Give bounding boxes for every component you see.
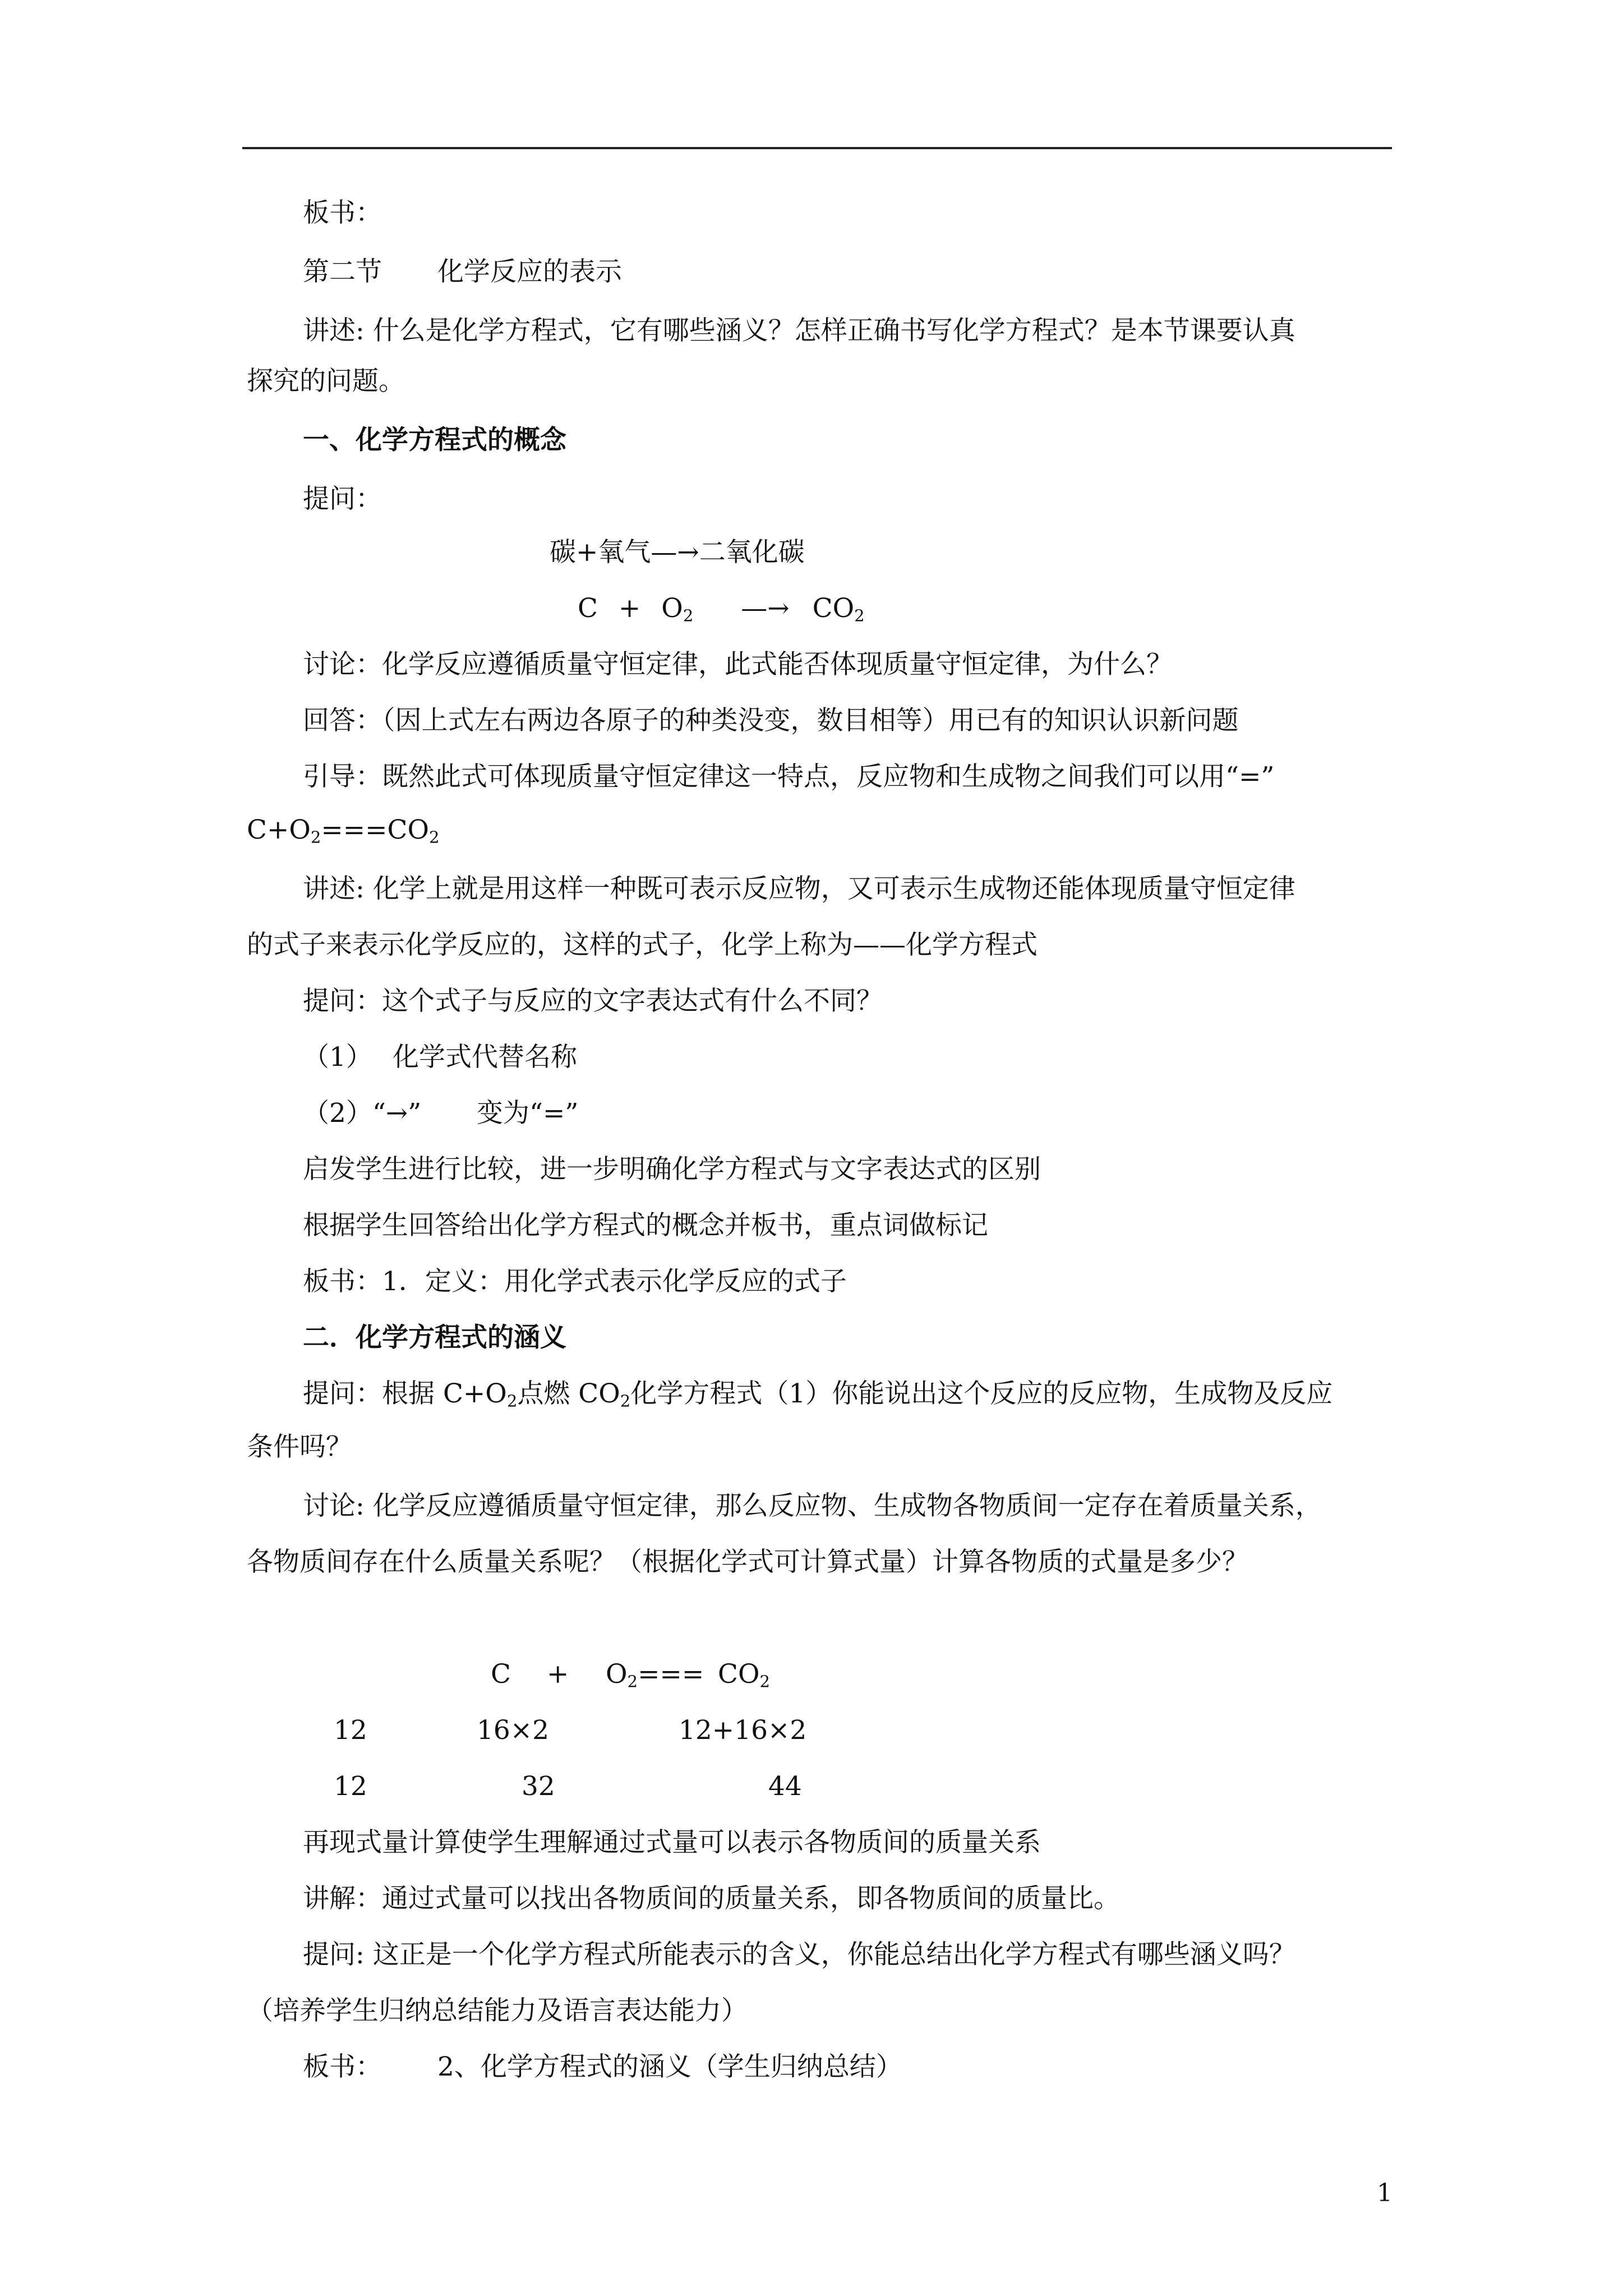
header-rule xyxy=(242,147,1392,149)
paragraph-line: 提问：这个式子与反应的文字表达式有什么不同？ xyxy=(303,986,883,1016)
paragraph-line: 启发学生进行比较，进一步明确化学方程式与文字表达式的区别 xyxy=(303,1154,1041,1185)
formula-subscript: 2 xyxy=(310,827,321,847)
board-content: 2、化学方程式的涵义（学生归纳总结） xyxy=(437,2051,902,2082)
reaction-arrow: —→ xyxy=(741,593,790,624)
paragraph-line: 讲解：通过式量可以找出各物质间的质量关系，即各物质间的质量比。 xyxy=(303,1883,1120,1914)
mass-value: 16×2 xyxy=(477,1715,550,1746)
heading-2: 二．化学方程式的涵义 xyxy=(303,1322,566,1353)
formula-term: C+O xyxy=(247,815,311,845)
paragraph-line: 提问: 这正是一个化学方程式所能表示的含义，你能总结出化学方程式有哪些涵义吗？ xyxy=(303,1939,1295,1970)
paragraph-line: 的式子来表示化学反应的，这样的式子，化学上称为——化学方程式 xyxy=(247,930,1038,960)
formula-operator: + xyxy=(618,593,641,624)
paragraph-line: （培养学生归纳总结能力及语言表达能力） xyxy=(247,1995,748,2026)
formula-subscript: 2 xyxy=(854,606,865,625)
list-marker: （2）“→” xyxy=(303,1098,422,1129)
board-label: 板书： xyxy=(303,197,382,228)
paragraph-line: 引导：既然此式可体现质量守恒定律这一特点，反应物和生成物之间我们可以用“=” xyxy=(303,761,1275,792)
paragraph-line: 再现式量计算使学生理解通过式量可以表示各物质间的质量关系 xyxy=(303,1827,1041,1858)
formula-equation xyxy=(718,1658,770,1691)
formula-term: CO xyxy=(812,593,855,624)
text-run: 点燃 CO xyxy=(517,1378,620,1409)
page-number: 1 xyxy=(1377,2179,1393,2207)
paragraph-line: 讨论: 化学反应遵循质量守恒定律，那么反应物、生成物各物质间一定存在着质量关系， xyxy=(303,1490,1322,1521)
section-title: 化学反应的表示 xyxy=(437,256,622,287)
formula-subscript: 2 xyxy=(620,1391,631,1411)
paragraph-line: 根据学生回答给出化学方程式的概念并板书，重点词做标记 xyxy=(303,1210,988,1241)
formula-equation xyxy=(578,592,865,625)
board-label: 板书： xyxy=(303,2051,382,2082)
paragraph-line: 各物质间存在什么质量关系呢？（根据化学式可计算式量）计算各物质的式量是多少？ xyxy=(247,1547,1248,1577)
formula-term: C xyxy=(578,593,598,624)
formula-subscript: 2 xyxy=(429,827,440,847)
formula-term: ===CO xyxy=(321,815,430,845)
paragraph-line: 板书：1．定义：用化学式表示化学反应的式子 xyxy=(303,1266,847,1297)
list-marker: （1） xyxy=(303,1042,372,1073)
formula-subscript: 2 xyxy=(506,1391,518,1411)
paragraph-line xyxy=(303,1377,1332,1411)
formula-equation xyxy=(606,1658,704,1691)
text-run: 提问：根据 C+O xyxy=(303,1378,507,1409)
formula-subscript: 2 xyxy=(759,1672,771,1691)
paragraph-line: 探究的问题。 xyxy=(247,366,405,397)
mass-value: 12+16×2 xyxy=(679,1715,807,1746)
paragraph-line: 讲述: 什么是化学方程式，它有哪些涵义？怎样正确书写化学方程式？是本节课要认真 xyxy=(303,315,1295,346)
paragraph-line: 回答：（因上式左右两边各原子的种类没变，数目相等）用已有的知识认识新问题 xyxy=(303,705,1239,736)
word-equation: 碳+氧气—→二氧化碳 xyxy=(550,537,805,568)
list-item: 变为“=” xyxy=(477,1098,579,1129)
mass-value: 12 xyxy=(334,1715,367,1746)
formula-term: C xyxy=(491,1659,511,1690)
formula-operator: + xyxy=(547,1659,569,1690)
paragraph-line: 讨论：化学反应遵循质量守恒定律，此式能否体现质量守恒定律，为什么？ xyxy=(303,649,1173,680)
paragraph-line: 讲述: 化学上就是用这样一种既可表示反应物，又可表示生成物还能体现质量守恒定律 xyxy=(303,873,1295,904)
section-number: 第二节 xyxy=(303,256,382,287)
paragraph-line: 条件吗？ xyxy=(247,1432,352,1462)
mass-value: 44 xyxy=(768,1771,802,1802)
mass-value: 32 xyxy=(522,1771,555,1802)
formula-equation xyxy=(247,813,440,847)
formula-term: CO xyxy=(718,1659,760,1690)
formula-term: O xyxy=(606,1659,628,1690)
formula-subscript: 2 xyxy=(683,606,694,625)
text-run: 化学方程式（1）你能说出这个反应的反应物，生成物及反应 xyxy=(630,1378,1333,1409)
mass-value: 12 xyxy=(334,1771,367,1802)
formula-operator: === xyxy=(638,1659,704,1690)
formula-term: O xyxy=(661,593,683,624)
heading-1: 一、化学方程式的概念 xyxy=(303,425,566,455)
list-item: 化学式代替名称 xyxy=(393,1042,577,1073)
paragraph-line: 提问： xyxy=(303,484,382,514)
formula-subscript: 2 xyxy=(627,1672,638,1691)
